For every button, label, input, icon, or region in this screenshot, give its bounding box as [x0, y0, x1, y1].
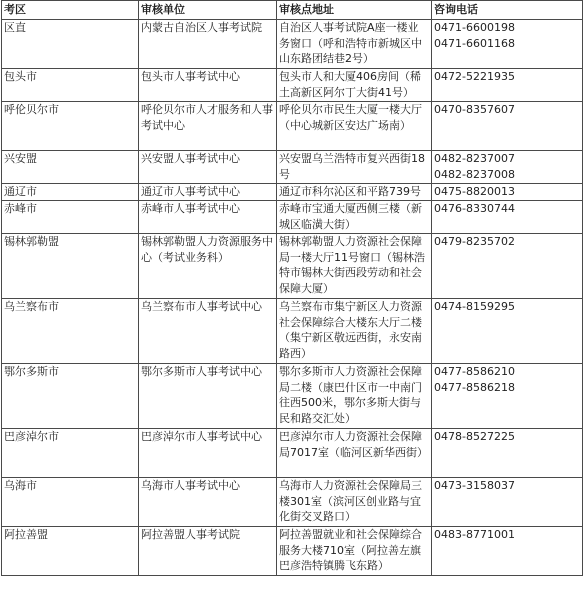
- cell-unit: 赤峰市人事考试中心: [139, 201, 277, 234]
- cell-unit: 阿拉善盟人事考试院: [139, 527, 277, 576]
- cell-phone: [432, 527, 583, 576]
- cell-region: 乌兰察布市: [2, 299, 139, 364]
- header-region: 考区: [2, 1, 139, 20]
- cell-region: 呼伦贝尔市: [2, 102, 139, 151]
- phone-number: 0477-8586210: [434, 365, 515, 378]
- phone-number: 0482-8237008: [434, 167, 515, 181]
- cell-region: 兴安盟: [2, 151, 139, 184]
- cell-region: 乌海市: [2, 478, 139, 527]
- cell-unit: 内蒙古自治区人事考试院: [139, 20, 277, 69]
- header-phone: 咨询电话: [432, 1, 583, 20]
- cell-unit: 鄂尔多斯市人事考试中心: [139, 364, 277, 429]
- cell-address: 锡林郭勒盟人力资源社会保障局一楼大厅11号窗口（锡林浩特市锡林大街西段劳动和社会保障大厦）: [277, 234, 432, 299]
- cell-phone: [432, 102, 583, 151]
- cell-address: 自治区人事考试院A座一楼业务窗口（呼和浩特市新城区中山东路团结巷2号）: [277, 20, 432, 69]
- cell-phone: [432, 429, 583, 478]
- table-row: [2, 184, 583, 201]
- phone-number: 0472-5221935: [434, 70, 515, 83]
- cell-region: 包头市: [2, 69, 139, 102]
- cell-phone: [432, 364, 583, 429]
- cell-region: 区直: [2, 20, 139, 69]
- table-row: [2, 69, 583, 102]
- cell-address: 赤峰市宝通大厦西侧三楼（新城区临潢大街）: [277, 201, 432, 234]
- phone-number: 0471-6601168: [434, 36, 515, 50]
- cell-phone: [432, 234, 583, 299]
- cell-phone: [432, 478, 583, 527]
- table-row: [2, 527, 583, 576]
- cell-phone: [432, 201, 583, 234]
- table-row: [2, 234, 583, 299]
- cell-unit: 乌兰察布市人事考试中心: [139, 299, 277, 364]
- phone-number: 0477-8586218: [434, 380, 515, 394]
- cell-phone: [432, 299, 583, 364]
- cell-phone: [432, 20, 583, 69]
- cell-phone: [432, 184, 583, 201]
- phone-number: 0476-8330744: [434, 202, 515, 215]
- phone-number: 0482-8237007: [434, 152, 515, 165]
- table-body: [2, 20, 583, 576]
- header-address: 审核点地址: [277, 1, 432, 20]
- phone-number: 0470-8357607: [434, 103, 515, 116]
- header-unit: 审核单位: [139, 1, 277, 20]
- cell-unit: 巴彦淖尔市人事考试中心: [139, 429, 277, 478]
- table-row: [2, 151, 583, 184]
- cell-address: 兴安盟乌兰浩特市复兴西街18号: [277, 151, 432, 184]
- cell-address: 呼伦贝尔市民生大厦一楼大厅（中心城新区安达广场南）: [277, 102, 432, 151]
- phone-number: 0479-8235702: [434, 235, 515, 248]
- table-row: [2, 201, 583, 234]
- cell-region: 通辽市: [2, 184, 139, 201]
- cell-region: 巴彦淖尔市: [2, 429, 139, 478]
- cell-unit: 兴安盟人事考试中心: [139, 151, 277, 184]
- cell-unit: 锡林郭勒盟人力资源服务中心（考试业务科）: [139, 234, 277, 299]
- phone-number: 0471-6600198: [434, 21, 515, 34]
- table-row: [2, 102, 583, 151]
- cell-unit: 呼伦贝尔市人才服务和人事考试中心: [139, 102, 277, 151]
- cell-unit: 包头市人事考试中心: [139, 69, 277, 102]
- table-row: [2, 364, 583, 429]
- phone-number: 0483-8771001: [434, 528, 515, 541]
- phone-number: 0478-8527225: [434, 430, 515, 443]
- cell-address: 乌海市人力资源社会保障局三楼301室（滨河区创业路与宜化街交叉路口）: [277, 478, 432, 527]
- cell-phone: [432, 151, 583, 184]
- cell-phone: [432, 69, 583, 102]
- cell-address: 通辽市科尔沁区和平路739号: [277, 184, 432, 201]
- cell-region: 锡林郭勒盟: [2, 234, 139, 299]
- table-row: [2, 20, 583, 69]
- phone-number: 0473-3158037: [434, 479, 515, 492]
- cell-address: 阿拉善盟就业和社会保障综合服务大楼710室（阿拉善左旗巴彦浩特镇腾飞东路）: [277, 527, 432, 576]
- exam-review-table: [1, 0, 583, 576]
- cell-unit: 乌海市人事考试中心: [139, 478, 277, 527]
- table-row: [2, 429, 583, 478]
- cell-region: 赤峰市: [2, 201, 139, 234]
- cell-address: 包头市人和大厦406房间（稀土高新区阿尔丁大街41号）: [277, 69, 432, 102]
- cell-region: 鄂尔多斯市: [2, 364, 139, 429]
- table-row: [2, 478, 583, 527]
- cell-address: 巴彦淖尔市人力资源社会保障局7017室（临河区新华西街）: [277, 429, 432, 478]
- cell-address: 乌兰察布市集宁新区人力资源社会保障综合大楼东大厅二楼（集宁新区敬远西街，永安南路西）: [277, 299, 432, 364]
- cell-unit: 通辽市人事考试中心: [139, 184, 277, 201]
- table-row: [2, 299, 583, 364]
- cell-region: 阿拉善盟: [2, 527, 139, 576]
- cell-address: 鄂尔多斯市人力资源社会保障局二楼（康巴什区市一中南门往西500米，鄂尔多斯大街与民和路交汇处）: [277, 364, 432, 429]
- phone-number: 0474-8159295: [434, 300, 515, 313]
- phone-number: 0475-8820013: [434, 185, 515, 198]
- table-header-row: [2, 1, 583, 20]
